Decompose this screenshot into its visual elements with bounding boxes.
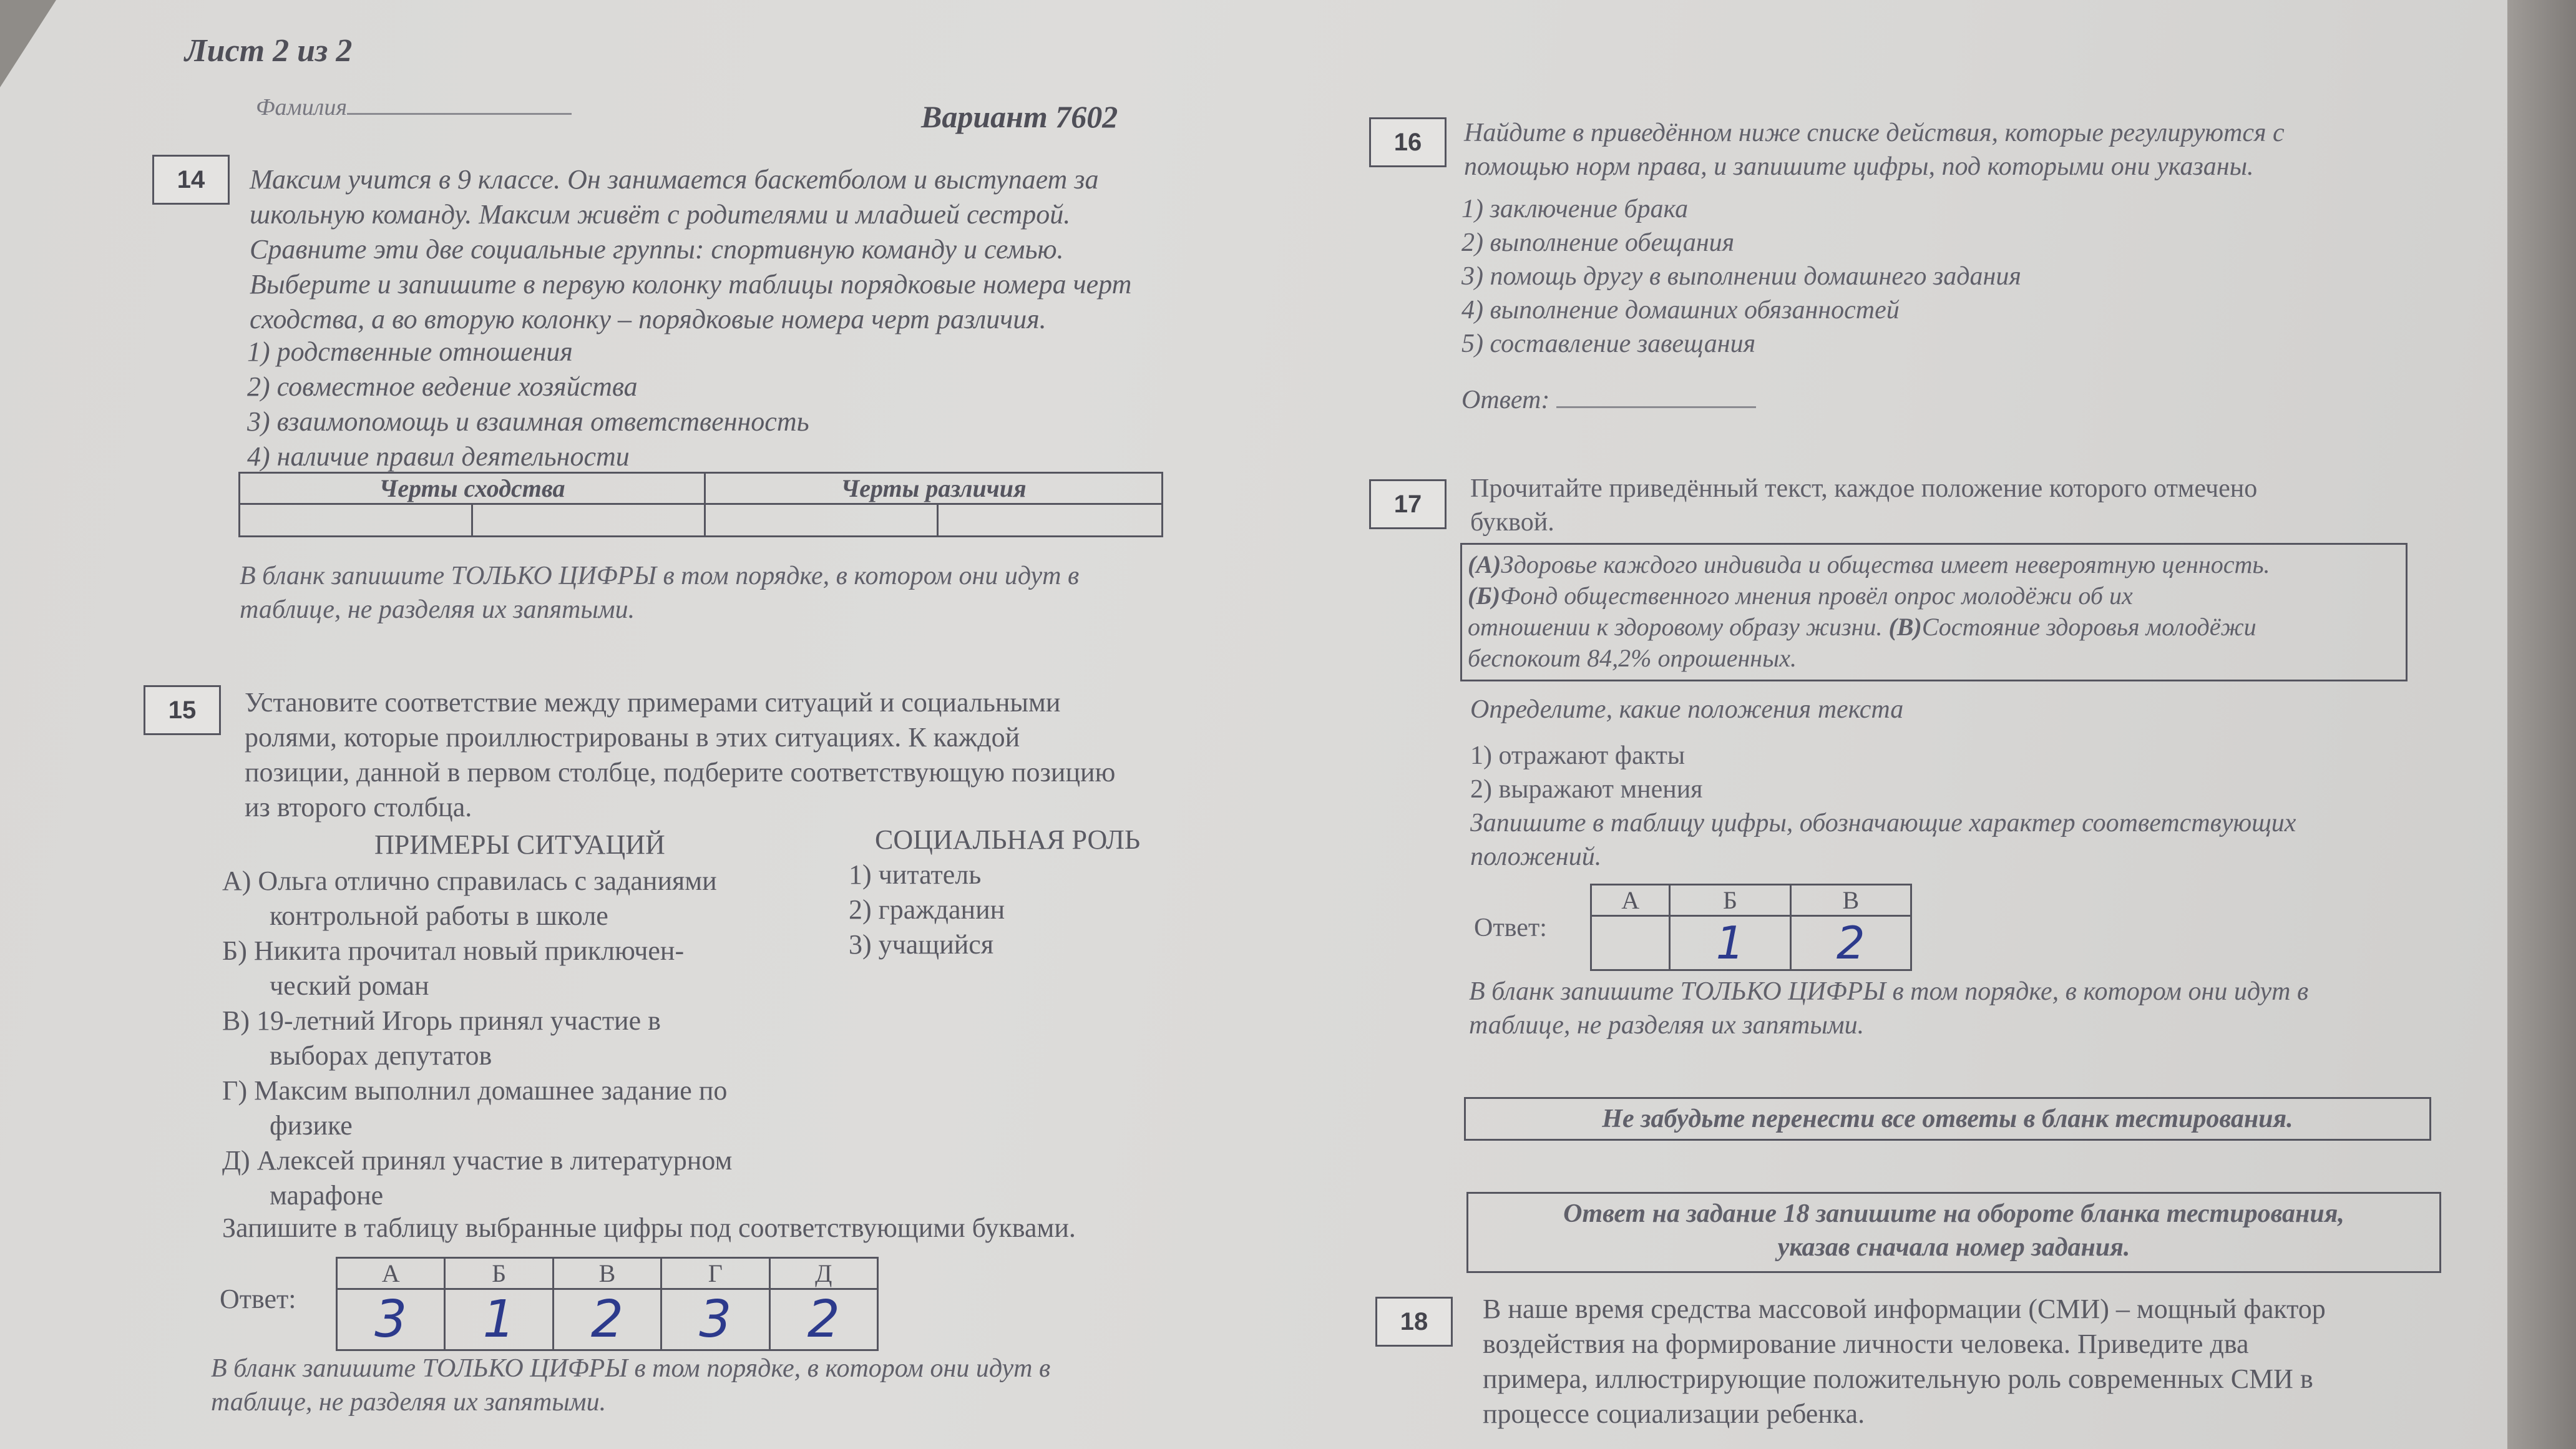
- q14-cell[interactable]: [938, 504, 1163, 537]
- statement-text: отношении к здоровому образу жизни.: [1468, 613, 1889, 641]
- q14-line: школьную команду. Максим живёт с родителями и младшей сестрой.: [250, 199, 1071, 230]
- q16-option: 4) выполнение домашних обязанностей: [1461, 296, 1900, 324]
- q15-answer-cell[interactable]: 2: [769, 1289, 877, 1350]
- q14-note: [240, 559, 1079, 627]
- q16-option: 5) составление завещания: [1461, 329, 1756, 358]
- situation-line: А) Ольга отлично справилась с заданиями: [222, 866, 717, 896]
- q17-line: буквой.: [1470, 508, 1554, 537]
- q16-answer-line[interactable]: [1556, 406, 1756, 408]
- q18-line: В наше время средства массовой информации (СМИ) – мощный фактор: [1483, 1294, 2326, 1324]
- q16-line: Найдите в приведённом ниже списке действия, которые регулируются с: [1464, 119, 2285, 147]
- q15-note-line: таблице, не разделяя их запятыми.: [211, 1388, 607, 1417]
- q17-letter: А: [1591, 885, 1670, 916]
- q17-line: Прочитайте приведённый текст, каждое положение которого отмечено: [1470, 474, 2258, 503]
- background-edge: [2507, 0, 2576, 1449]
- q17-note: [1469, 975, 2308, 1042]
- question-16-number: 16: [1369, 117, 1447, 167]
- q14-cell[interactable]: [240, 504, 472, 537]
- q14-col-different: Черты различия: [705, 473, 1163, 504]
- q15-answer-cell[interactable]: 2: [553, 1289, 661, 1350]
- q14-line: сходства, а во вторую колонку – порядковые номера черт различия.: [250, 304, 1046, 334]
- q15-roles: [849, 857, 1005, 962]
- q15-letter: Д: [769, 1258, 877, 1289]
- q18-line: воздействия на формирование личности человека. Приведите два: [1483, 1329, 2249, 1359]
- q17-statement-line: [1468, 612, 2395, 643]
- q15-letter: В: [553, 1258, 661, 1289]
- q17-answer-cell[interactable]: 1: [1670, 916, 1790, 970]
- q18-notice-line: Ответ на задание 18 запишите на обороте бланка тестирования,: [1563, 1199, 2344, 1228]
- q14-note-line: В бланк запишите ТОЛЬКО ЦИФРЫ в том порядке, в котором они идут в: [240, 562, 1080, 590]
- q16-option: 2) выполнение обещания: [1461, 228, 1735, 257]
- q18-notice-line: указав сначала номер задания.: [1777, 1233, 2130, 1262]
- variant-label: Вариант 7602: [921, 99, 1118, 134]
- q15-instruction: Запишите в таблицу выбранные цифры под соответствующими буквами.: [222, 1212, 1076, 1243]
- question-18-number: 18: [1375, 1297, 1453, 1347]
- q14-cell[interactable]: [705, 504, 938, 537]
- statement-b-marker: (Б): [1468, 582, 1501, 610]
- statement-a-marker: (А): [1468, 550, 1501, 578]
- question-14-options: [247, 334, 809, 474]
- statement-text: Здоровье каждого индивида и общества имеет невероятную ценность.: [1501, 550, 2270, 578]
- q16-answer: [1461, 383, 1756, 417]
- q15-line: позиции, данной в первом столбце, подберите соответствующую позицию: [245, 757, 1116, 788]
- situation-line: марафоне: [270, 1180, 384, 1211]
- surname-line: [347, 113, 572, 115]
- q17-instruction: [1470, 806, 2400, 874]
- question-14-number: 14: [152, 155, 230, 205]
- q17-note-line: таблице, не разделяя их запятыми.: [1469, 1011, 1865, 1040]
- q18-line: процессе социализации ребенка.: [1483, 1398, 1865, 1429]
- q15-answer-cell[interactable]: 1: [445, 1289, 553, 1350]
- q18-notice: [1466, 1197, 2441, 1264]
- situation-line: В) 19-летний Игорь принял участие в: [222, 1005, 661, 1036]
- q16-option: 1) заключение брака: [1461, 195, 1689, 223]
- q15-line: Установите соответствие между примерами ситуаций и социальными: [245, 687, 1061, 718]
- surname-label: [256, 94, 572, 121]
- question-17-text: [1470, 472, 2388, 539]
- statement-text: беспокоит 84,2% опрошенных.: [1468, 644, 1797, 672]
- question-16-options: [1461, 192, 2021, 361]
- q14-line: Выберите и запишите в первую колонку таблицы порядковые номера черт: [250, 269, 1132, 300]
- q17-instruction-line: положений.: [1470, 842, 1602, 871]
- q15-letter: Б: [445, 1258, 553, 1289]
- q14-line: Максим учится в 9 классе. Он занимается баскетболом и выступает за: [250, 164, 1099, 195]
- q15-answer-cell[interactable]: 3: [337, 1289, 445, 1350]
- situation-line: контрольной работы в школе: [270, 900, 608, 931]
- q17-answer-table: [1590, 884, 1912, 971]
- q15-answer-label: Ответ:: [220, 1284, 296, 1314]
- q15-note-line: В бланк запишите ТОЛЬКО ЦИФРЫ в том порядке, в котором они идут в: [211, 1354, 1051, 1383]
- reminder-text: Не забудьте перенести все ответы в бланк тестирования.: [1602, 1105, 2293, 1133]
- situation-g: [222, 1073, 784, 1143]
- situation-line: выборах депутатов: [270, 1040, 492, 1071]
- q17-answer-cell[interactable]: [1591, 916, 1670, 970]
- q15-line: из второго столбца.: [245, 792, 472, 822]
- q14-option: 1) родственные отношения: [247, 336, 573, 367]
- q17-options: [1470, 739, 1702, 806]
- question-15-number: 15: [144, 685, 221, 735]
- q15-situations: [222, 864, 784, 1213]
- q15-line: ролями, которые проиллюстрированы в этих ситуациях. К каждой: [245, 722, 1020, 753]
- q14-col-similar: Черты сходства: [240, 473, 705, 504]
- q17-option: 1) отражают факты: [1470, 741, 1686, 770]
- q16-option: 3) помощь другу в выполнении домашнего задания: [1461, 262, 2021, 291]
- situation-a: [222, 864, 784, 934]
- situation-d: [222, 1143, 784, 1213]
- question-17-number: 17: [1369, 479, 1447, 529]
- situation-line: Б) Никита прочитал новый приключен-: [222, 935, 685, 966]
- role-item: 3) учащийся: [849, 929, 994, 960]
- q17-statement-line: [1468, 549, 2395, 580]
- q14-cell[interactable]: [472, 504, 705, 537]
- situation-v: [222, 1003, 784, 1073]
- statement-v-marker: (В): [1888, 613, 1922, 641]
- q14-option: 4) наличие правил деятельности: [247, 441, 630, 472]
- q15-answer-cell[interactable]: 3: [661, 1289, 769, 1350]
- q15-answer-table: [336, 1257, 879, 1351]
- q14-note-line: таблице, не разделяя их запятыми.: [240, 595, 635, 624]
- statement-text: Состояние здоровья молодёжи: [1921, 613, 2256, 641]
- q14-option: 2) совместное ведение хозяйства: [247, 371, 638, 402]
- q17-note-line: В бланк запишите ТОЛЬКО ЦИФРЫ в том порядке, в котором они идут в: [1469, 977, 2309, 1006]
- q16-line: помощью норм права, и запишите цифры, под которыми они указаны.: [1464, 152, 2254, 181]
- q15-letter: А: [337, 1258, 445, 1289]
- surname-label-text: Фамилия: [256, 94, 348, 120]
- situation-line: ческий роман: [270, 970, 429, 1001]
- q17-answer-label: Ответ:: [1474, 914, 1547, 942]
- q17-statements: [1468, 549, 2395, 674]
- q17-option: 2) выражают мнения: [1470, 775, 1703, 804]
- q15-letter: Г: [661, 1258, 769, 1289]
- q14-line: Сравните эти две социальные группы: спортивную команду и семью.: [250, 234, 1064, 265]
- q17-answer-cell[interactable]: 2: [1790, 916, 1911, 970]
- q16-answer-label: Ответ:: [1461, 386, 1550, 414]
- q15-left-header: ПРИМЕРЫ СИТУАЦИЙ: [374, 829, 665, 860]
- question-16-text: [1464, 116, 2394, 183]
- q14-answer-table: [238, 472, 1163, 537]
- question-18-text: [1483, 1292, 2426, 1432]
- q17-letter: Б: [1670, 885, 1790, 916]
- situation-line: Д) Алексей принял участие в литературном: [222, 1145, 733, 1176]
- role-item: 2) гражданин: [849, 894, 1005, 925]
- q15-right-header: СОЦИАЛЬНАЯ РОЛЬ: [875, 824, 1141, 855]
- question-14-text: [250, 162, 1186, 337]
- statement-text: Фонд общественного мнения провёл опрос молодёжи об их: [1500, 582, 2133, 610]
- q17-instruction-line: Запишите в таблицу цифры, обозначающие характер соответствующих: [1470, 809, 2296, 837]
- q15-note: [211, 1352, 1050, 1419]
- q18-line: примера, иллюстрирующие положительную роль современных СМИ в: [1483, 1364, 2313, 1394]
- situation-line: Г) Максим выполнил домашнее задание по: [222, 1075, 728, 1106]
- situation-b: [222, 934, 784, 1003]
- q17-determine: Определите, какие положения текста: [1470, 695, 1904, 724]
- question-15-text: [245, 685, 1172, 825]
- q17-statement-line: [1468, 580, 2395, 612]
- situation-line: физике: [270, 1110, 353, 1141]
- q17-letter: В: [1790, 885, 1911, 916]
- q17-statement-line: [1468, 643, 2395, 674]
- q14-option: 3) взаимопомощь и взаимная ответственность: [247, 406, 809, 437]
- sheet-number: Лист 2 из 2: [185, 33, 353, 69]
- role-item: 1) читатель: [849, 859, 982, 890]
